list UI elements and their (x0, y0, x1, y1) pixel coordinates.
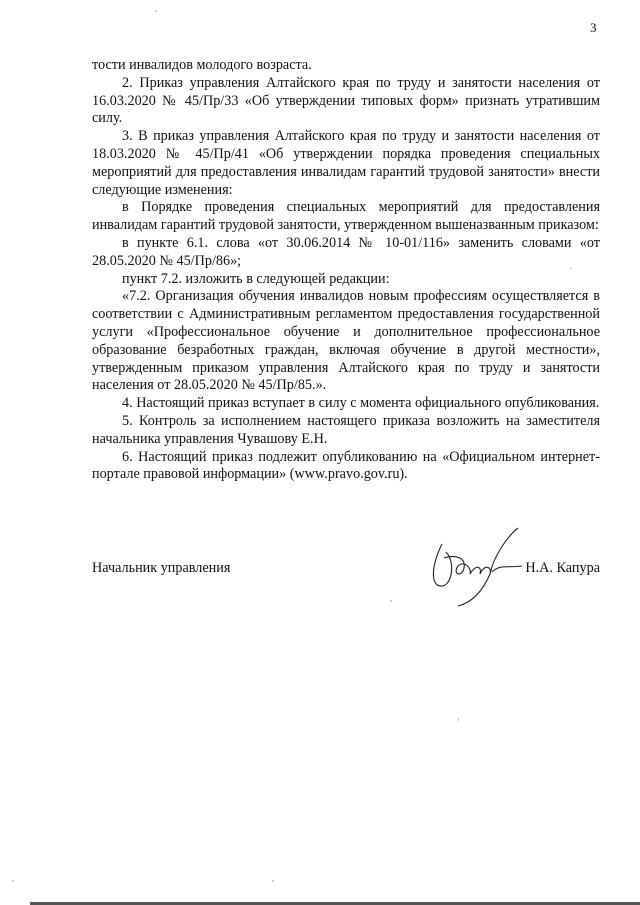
scan-speck (272, 880, 274, 882)
paragraph-continuation: тости инвалидов молодого возраста. (92, 57, 312, 73)
document-body (92, 57, 600, 484)
paragraph-item-6: 6. Настоящий приказ подлежит опубликованию на «Официальном интернет-портале правовой информации» (www.pravo.gov.ru). (92, 448, 600, 483)
scan-speck (12, 880, 14, 882)
scan-speck (570, 268, 572, 269)
scan-speck (458, 718, 459, 721)
paragraph-item-3: 3. В приказ управления Алтайского края по труду и занятости населения от 18.03.2020 № 45/Пр/41 «Об утверждении порядка проведения специальных мероприятий для предоставления инвалидам гарантий трудовой занятости» внести следующие изменения: (92, 128, 600, 198)
handwritten-signature (422, 524, 532, 614)
signature-block (92, 556, 600, 586)
paragraph-clause-7-2-intro: пункт 7.2. изложить в следующей редакции: (122, 270, 390, 287)
scan-speck (390, 600, 392, 602)
signer-title: Начальник управления (92, 560, 231, 576)
paragraph-procedure: в Порядке проведения специальных мероприятий для предоставления инвалидам гарантий трудовой занятости, утвержденном вышеназванным приказом: (92, 199, 600, 234)
paragraph-item-5: 5. Контроль за исполнением настоящего приказа возложить на заместителя начальника управления Чувашову Е.Н. (92, 412, 600, 447)
paragraph-item-4: 4. Настоящий приказ вступает в силу с момента официального опубликования. (122, 395, 600, 412)
page-number: 3 (590, 20, 597, 35)
paragraph-item-2: 2. Приказ управления Алтайского края по труду и занятости населения от 16.03.2020 № 45/Пр/33 «Об утверждении типовых форм» признать утратившим силу. (92, 74, 600, 127)
signer-name: Н.А. Капура (525, 560, 600, 576)
scan-speck (155, 10, 157, 12)
paragraph-clause-7-2-text: «7.2. Организация обучения инвалидов новым профессиям осуществляется в соответствии с Административным регламентом предоставления государственной услуги «Профессиональное обучение и дополнительное профессиональное образование безработных граждан, включая обучение в другой местности», утвержденным приказом управления Алтайского края по труду и занятости населения от 28.05.2020 № 45/Пр/85.». (92, 288, 600, 394)
paragraph-clause-6-1: в пункте 6.1. слова «от 30.06.2014 № 10-01/116» заменить словами «от 28.05.2020 № 45/Пр/86»; (92, 234, 600, 269)
